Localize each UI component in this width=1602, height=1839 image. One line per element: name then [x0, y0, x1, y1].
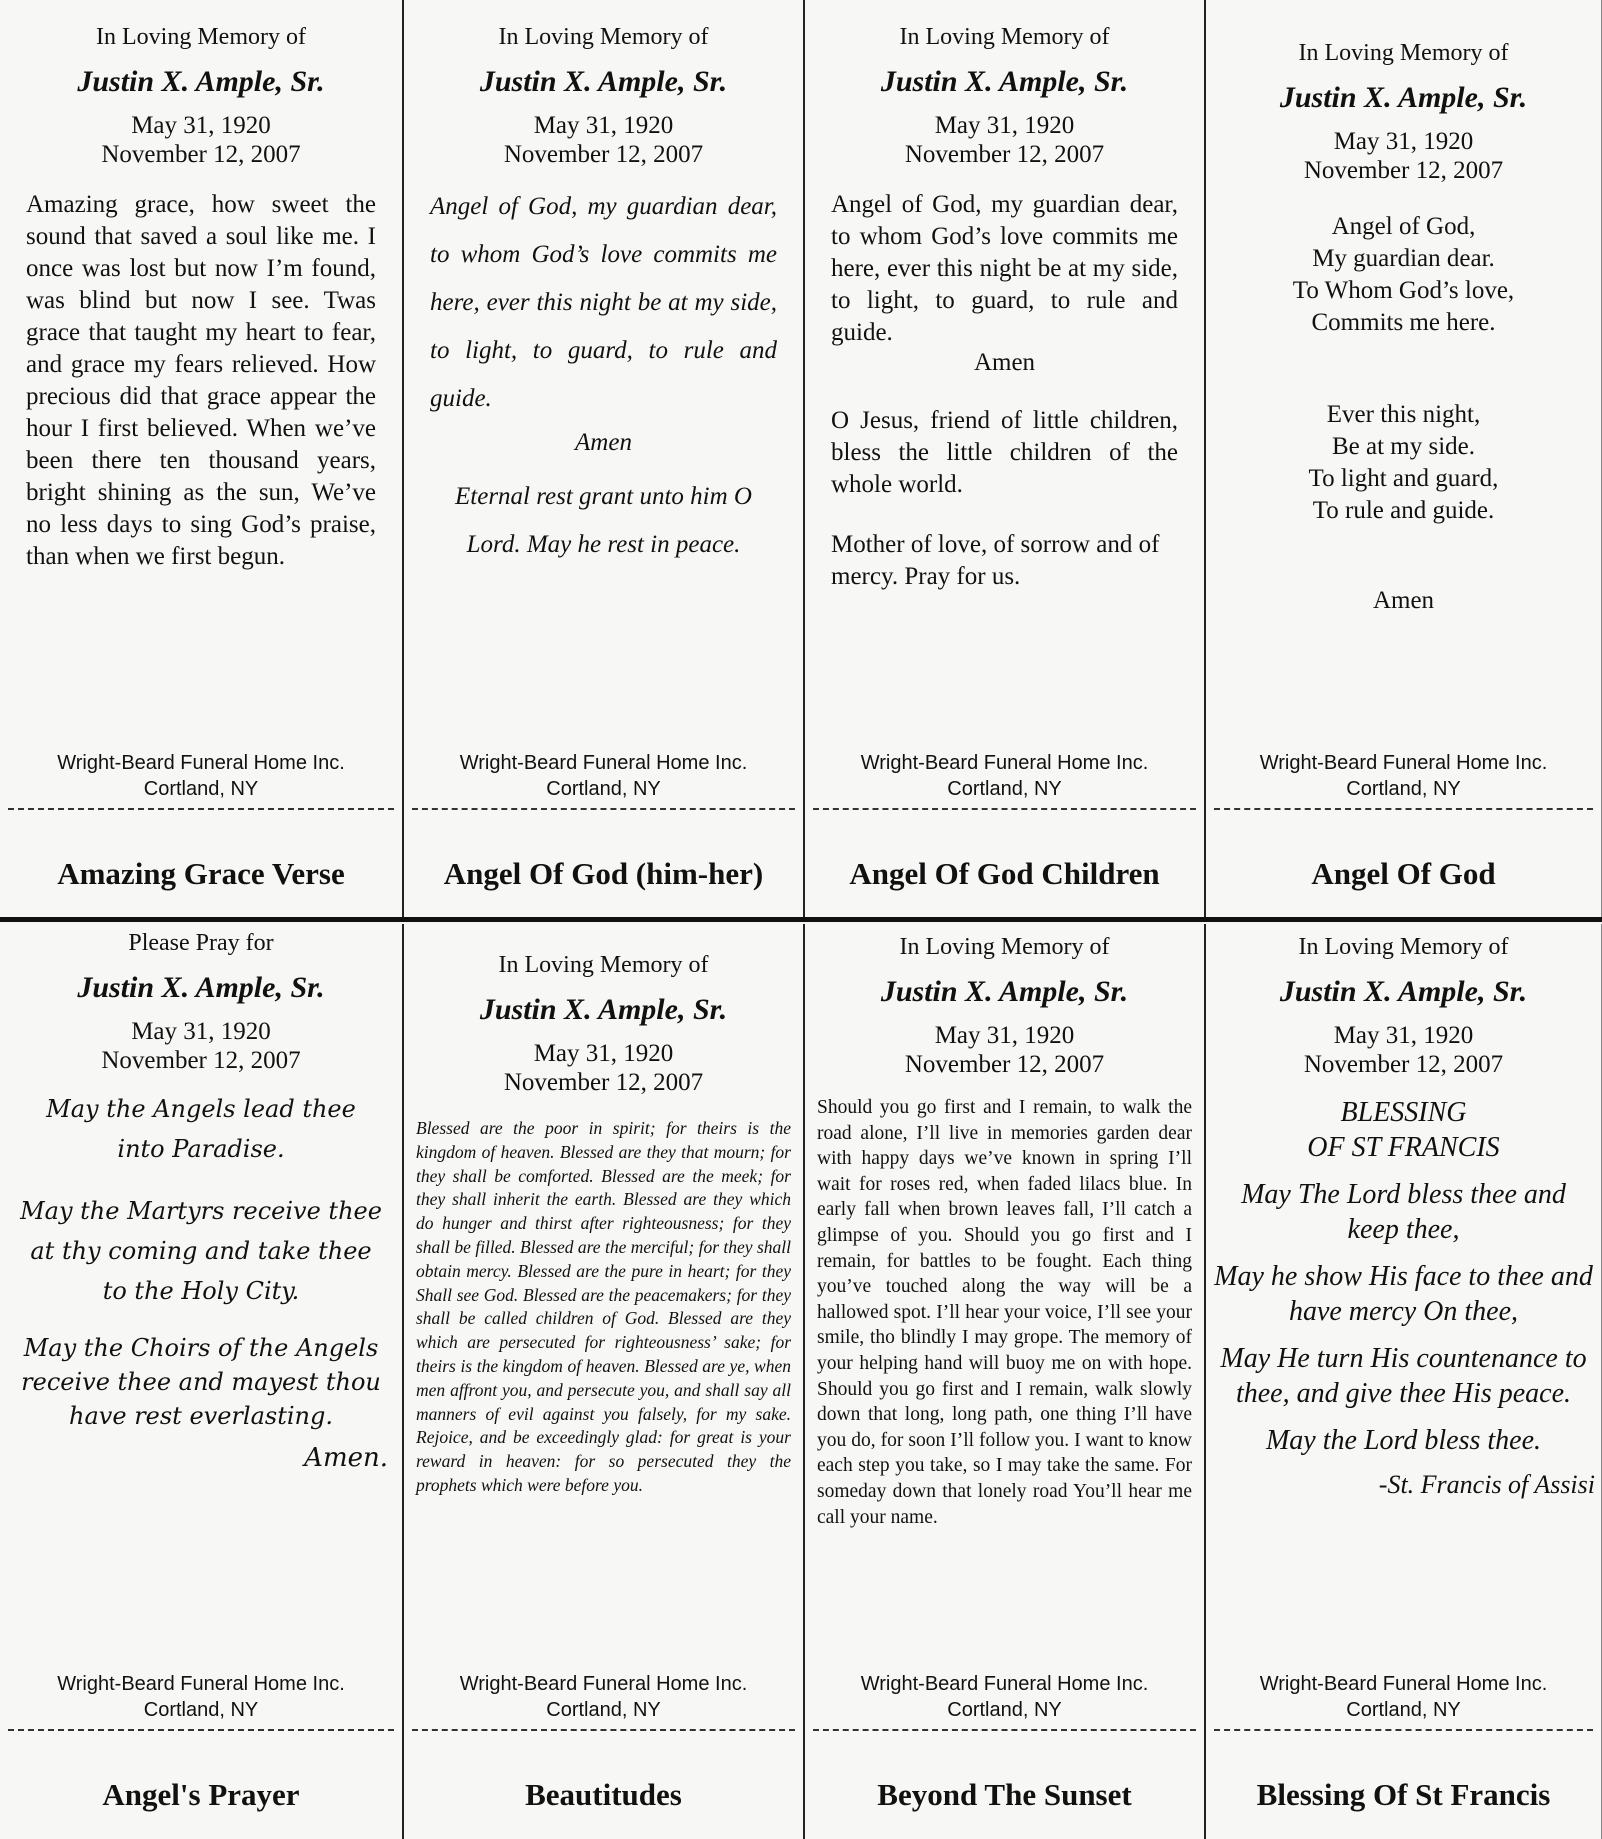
card-angel-of-god-him-her [404, 0, 805, 918]
card-label: Angel Of God Children [849, 856, 1160, 891]
death-date: November 12, 2007 [101, 1047, 301, 1074]
birth-date: May 31, 1920 [1333, 1022, 1474, 1049]
card-header: In Loving Memory of [96, 24, 306, 50]
funeral-home-name: Wright-Beard Funeral Home Inc. [1259, 752, 1548, 774]
deceased-name: Justin X. Ample, Sr. [77, 971, 325, 1004]
deceased-name: Justin X. Ample, Sr. [479, 993, 728, 1026]
prayer-line-2: May the Martyrs receive thee at thy coming and take thee to the Holy City. [20, 1197, 382, 1305]
card-label: Blessing Of St Francis [1256, 1777, 1551, 1812]
card-label: Beyond The Sunset [877, 1777, 1132, 1812]
dates [805, 111, 1204, 169]
funeral-home-name: Wright-Beard Funeral Home Inc. [57, 752, 345, 774]
verse-line: To rule and guide. [1312, 497, 1495, 524]
mother-prayer-text: Mother of love, of sorrow and of mercy. Pray for us. [831, 531, 1160, 590]
birth-date: May 31, 1920 [131, 112, 271, 139]
blessing-line: May He turn His countenance to thee, and give thee His peace. [1220, 1343, 1587, 1409]
card-header: In Loving Memory of [899, 24, 1110, 50]
cut-line [1214, 1729, 1593, 1731]
card-amazing-grace [0, 0, 404, 918]
amen-text: Amen [1372, 587, 1435, 614]
card-header: In Loving Memory of [1298, 40, 1509, 66]
funeral-home-location: Cortland, NY [947, 778, 1062, 800]
verse-line: Angel of God, [1331, 213, 1476, 240]
funeral-home-name: Wright-Beard Funeral Home Inc. [1259, 1673, 1548, 1695]
blessing-title-line-2: OF ST FRANCIS [1307, 1132, 1500, 1163]
verse-text: Angel of God, my guardian dear, to whom God’s love commits me here, ever this night be at my side, to light, to guard, to rule and guide. [831, 191, 1178, 346]
dates [404, 1039, 803, 1097]
verse-line: Ever this night, [1326, 401, 1481, 428]
funeral-home-name: Wright-Beard Funeral Home Inc. [860, 1673, 1149, 1695]
card-blessing-of-st-francis [1206, 924, 1602, 1839]
card-header: In Loving Memory of [1298, 934, 1509, 960]
deceased-name: Justin X. Ample, Sr. [479, 65, 728, 98]
funeral-home [1206, 1671, 1601, 1723]
funeral-home-name: Wright-Beard Funeral Home Inc. [459, 1673, 748, 1695]
beatitudes-text: Blessed are the poor in spirit; for theirs is the kingdom of heaven. Blessed are they that mourn; for they shall be comforted. Blessed are the meek; for they shall inherit the earth. Blessed are they which do hunger and thirst after righteousness; for they shall be filled. Blessed are the merciful; for they shall obtain mercy. Blessed are the pure in heart; for they Shall see God. Blessed are the peacemakers; for they shall be called children of God. Blessed are they which are persecuted for righteousness’ sake; for theirs is the kingdom of heaven. Blessed are ye, when men affront you, and persecute you, and shall say all manners of evil against you falsely, for my sake. Rejoice, and be exceedingly glad: for great is your reward in heaven: for so persecuted they the prophets which were before you. [416, 1118, 791, 1495]
death-date: November 12, 2007 [904, 1051, 1105, 1078]
funeral-home-name: Wright-Beard Funeral Home Inc. [860, 752, 1149, 774]
cut-line [412, 1729, 795, 1731]
cut-line [8, 808, 394, 810]
dates [805, 1021, 1204, 1079]
birth-date: May 31, 1920 [1333, 128, 1474, 155]
card-angel-of-god-children [805, 0, 1206, 918]
verse-line: My guardian dear. [1312, 245, 1495, 272]
amen-text: Amen. [304, 1443, 388, 1473]
funeral-home [805, 1671, 1204, 1723]
funeral-home-location: Cortland, NY [143, 1699, 259, 1721]
card-beyond-the-sunset [805, 924, 1206, 1839]
funeral-home-location: Cortland, NY [947, 1699, 1062, 1721]
cut-line [813, 1729, 1196, 1731]
dates [1206, 127, 1601, 185]
card-label: Amazing Grace Verse [57, 856, 345, 891]
blessing-line: May the Lord bless thee. [1265, 1425, 1542, 1456]
birth-date: May 31, 1920 [533, 112, 674, 139]
funeral-home [0, 750, 402, 802]
cut-line [813, 808, 1196, 810]
verse-text: Amazing grace, how sweet the sound that saved a soul like me. I once was lost but now I’m found, was blind but now I see. Twas grace that taught my heart to fear, and grace my fears relieved. How precious did that grace appear the hour I first believed. When we’ve been there ten thousand years, bright shining as the sun, We’ve no less days to sing God’s praise, than when we first begun. [26, 191, 376, 570]
birth-date: May 31, 1920 [934, 112, 1075, 139]
death-date: November 12, 2007 [101, 141, 301, 168]
blessing-title-line-1: BLESSING [1340, 1097, 1467, 1128]
cut-line [412, 808, 795, 810]
dates [0, 1017, 402, 1075]
verse-stanza-2 [1206, 399, 1601, 527]
card-header: In Loving Memory of [498, 24, 709, 50]
card-header: In Loving Memory of [498, 952, 709, 978]
birth-date: May 31, 1920 [934, 1022, 1075, 1049]
jesus-prayer-text: O Jesus, friend of little children, bless the little children of the whole world. [831, 407, 1178, 498]
dates [1206, 1021, 1601, 1079]
funeral-home [404, 1671, 803, 1723]
death-date: November 12, 2007 [1303, 157, 1504, 184]
poem-text: Should you go first and I remain, to walk the road alone, I’ll live in memories garden dear with happy days we’ve known in spring I’ll wait for roses red, when faded lilacs blue. In early fall when brown leaves fall, I’ll catch a glimpse of you. Should you go first and I remain, for battles to be fought. Each thing you’ve touched along the way will be a hallowed spot. I’ll hear your voice, I’ll see your smile, tho blindly I may grope. The memory of your helping hand will buoy me on with hope. Should you go first and I remain, walk slowly down that long, long path, one thing I’ll have you do, for soon I’ll follow you. I want to know each step you take, so I may take the same. For someday down that lonely road You’ll hear me call your name. [817, 1097, 1192, 1528]
row-divider [0, 917, 1602, 922]
dates [0, 111, 402, 169]
funeral-home-location: Cortland, NY [1346, 778, 1461, 800]
funeral-home-name: Wright-Beard Funeral Home Inc. [57, 1673, 345, 1695]
amen-text: Amen [575, 429, 632, 456]
prayer-line-1: May the Angels lead thee into Paradise. [46, 1095, 356, 1163]
death-date: November 12, 2007 [503, 1069, 704, 1096]
funeral-home-name: Wright-Beard Funeral Home Inc. [459, 752, 748, 774]
verse-line: To light and guard, [1308, 465, 1499, 492]
death-date: November 12, 2007 [1303, 1051, 1504, 1078]
verse-line: Commits me here. [1311, 309, 1496, 336]
blessing-line: May he show His face to thee and have mercy On thee, [1214, 1261, 1593, 1327]
verse-line: Be at my side. [1331, 433, 1476, 460]
card-label: Beautitudes [525, 1777, 682, 1812]
verse-line: To Whom God’s love, [1292, 277, 1515, 304]
funeral-home [805, 750, 1204, 802]
cut-line [8, 1729, 394, 1731]
eternal-rest-text: Eternal rest grant unto him O Lord. May he rest in peace. [455, 483, 752, 558]
card-label: Angel's Prayer [102, 1777, 300, 1812]
birth-date: May 31, 1920 [533, 1040, 674, 1067]
blessing-line: May The Lord bless thee and keep thee, [1241, 1179, 1566, 1245]
blessing-text [1214, 1095, 1593, 1458]
card-beautitudes [404, 924, 805, 1839]
funeral-home [1206, 750, 1601, 802]
funeral-home [404, 750, 803, 802]
card-header: Please Pray for [128, 930, 274, 956]
deceased-name: Justin X. Ample, Sr. [1279, 975, 1528, 1008]
attribution: -St. Francis of Assisi [1378, 1470, 1595, 1499]
verse-text: Angel of God, my guardian dear, to whom God’s love commits me here, ever this night be at my side, to light, to guard, to rule and guide. [430, 193, 777, 412]
prayer-line-3: May the Choirs of the Angels receive thee and mayest thou have rest everlasting. [21, 1334, 381, 1430]
card-header: In Loving Memory of [899, 934, 1110, 960]
funeral-home [0, 1671, 402, 1723]
birth-date: May 31, 1920 [131, 1018, 271, 1045]
deceased-name: Justin X. Ample, Sr. [880, 975, 1129, 1008]
funeral-home-location: Cortland, NY [546, 1699, 661, 1721]
card-row-top [0, 0, 1602, 918]
funeral-home-location: Cortland, NY [1346, 1699, 1461, 1721]
death-date: November 12, 2007 [904, 141, 1105, 168]
dates [404, 111, 803, 169]
death-date: November 12, 2007 [503, 141, 704, 168]
deceased-name: Justin X. Ample, Sr. [880, 65, 1129, 98]
verse-stanza-1 [1206, 211, 1601, 339]
deceased-name: Justin X. Ample, Sr. [77, 65, 325, 98]
funeral-home-location: Cortland, NY [143, 778, 259, 800]
card-label: Angel Of God [1311, 856, 1496, 891]
funeral-home-location: Cortland, NY [546, 778, 661, 800]
card-angels-prayer [0, 924, 404, 1839]
deceased-name: Justin X. Ample, Sr. [1279, 81, 1528, 114]
amen-text: Amen [973, 349, 1036, 376]
cut-line [1214, 808, 1593, 810]
card-angel-of-god [1206, 0, 1602, 918]
card-label: Angel Of God (him-her) [443, 856, 764, 891]
card-row-bottom [0, 924, 1602, 1839]
